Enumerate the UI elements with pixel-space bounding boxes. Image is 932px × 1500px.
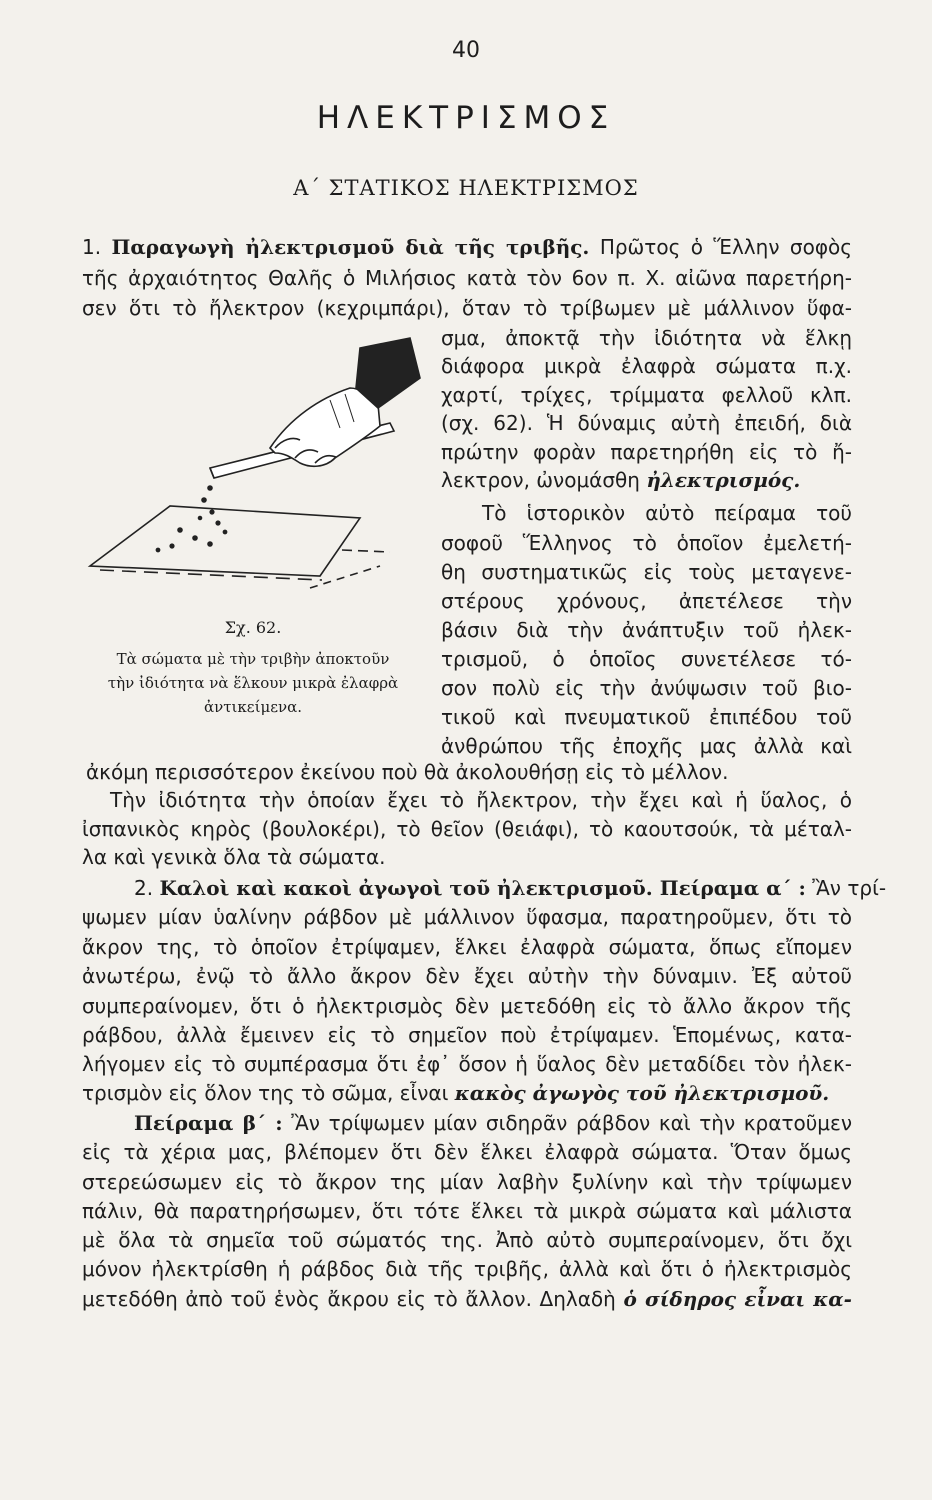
body-text: λεκτρον, ὠνομάσθη [441,468,640,492]
section2-first-line-rest: Ἂν τρί- [812,876,887,900]
section2-number: 2. [134,876,154,900]
section2-heading: Καλοὶ καὶ κακοὶ ἀγωγοὶ τοῦ ἠλεκτρισμοῦ. Πείραμα α΄ : [159,876,806,900]
body-line: ράβδου, ἀλλὰ ἔμεινεν εἰς τὸ σημεῖον ποὺ ἐτρίψαμεν. Ἑπομένως, κατα- [82,1023,852,1047]
section1-first-line [82,234,852,260]
figure-label: Σχ. 62. [224,618,282,637]
body-line-with-emphasis [441,467,852,493]
section2-first-line [134,875,887,901]
body-line: μόνον ἠλεκτρίσθη ἡ ράβδος διὰ τῆς τριβῆς, ἀλλὰ καὶ ὅτι ὁ ἠλεκτρισμὸς [82,1257,852,1281]
body-line: (σχ. 62). Ἡ δύναμις αὐτὴ ἐπειδή, διὰ [441,411,852,435]
body-line: τρισμοῦ, ὁ ὁποῖος συνετέλεσε τό- [441,647,852,671]
body-line: ἰσπανικὸς κηρὸς (βουλοκέρι), τὸ θεῖον (θειάφι), τὸ καουτσούκ, τὰ μέταλ- [82,817,852,841]
body-line: Τὸ ἱστορικὸν αὐτὸ πείραμα τοῦ [482,501,852,525]
body-line: πάλιν, θὰ παρατηρήσωμεν, ὅτι τότε ἕλκει τὰ μικρὰ σώματα καὶ μάλιστα [82,1199,852,1223]
body-line: τικοῦ καὶ πνευματικοῦ ἐπιπέδου τοῦ [441,705,852,729]
body-line: τῆς ἀρχαιότητος Θαλῆς ὁ Μιλήσιος κατὰ τὸν 6ον π. Χ. αἰῶνα παρετήρη- [82,266,852,290]
body-line: πρώτην φορὰν παρετηρήθη εἰς τὸ ἤ- [441,440,852,464]
body-line: χαρτί, τρίχες, τρίμματα φελλοῦ κλπ. [441,383,852,407]
body-line: ἄκρον της, τὸ ὁποῖον ἐτρίψαμεν, ἕλκει ἐλαφρὰ σώματα, ὅπως εἴπομεν [82,935,852,959]
section1-first-line-rest: Πρῶτος ὁ Ἕλλην σοφὸς [599,235,852,259]
sleeve [356,338,420,408]
chapter-title: ΗΛΕΚΤΡΙΣΜΟΣ [316,100,616,136]
body-line: σεν ὅτι τὸ ἤλεκτρον (κεχριμπάρι), ὅταν τὸ τρίβωμεν μὲ μάλλινον ὕφα- [82,296,852,320]
paper-sheet [90,506,360,576]
emphasis-term: ὁ σίδηρος εἶναι κα- [623,1287,852,1311]
body-line: σμα, ἀποκτᾷ τὴν ἰδιότητα νὰ ἕλκῃ [441,326,852,350]
figure-caption-line: Τὰ σώματα μὲ τὴν τριβὴν ἀποκτοῦν [116,650,390,668]
body-line: μὲ ὅλα τὰ σημεῖα τοῦ σώματός της. Ἀπὸ αὐτὸ συμπεραίνομεν, ὅτι ὄχι [82,1228,852,1252]
emphasis-term: ἠλεκτρισμός. [646,468,801,492]
figure-62-illustration [60,318,430,618]
body-line: σοφοῦ Ἕλληνος τὸ ὁποῖον ἐμελετή- [441,531,852,555]
section1-number: 1. [82,235,102,259]
body-line: συμπεραίνομεν, ὅτι ὁ ἠλεκτρισμὸς δὲν μετεδόθη εἰς τὸ ἄλλο ἄκρον τῆς [82,994,852,1018]
emphasis-term: κακὸς ἀγωγὸς τοῦ ἠλεκτρισμοῦ. [454,1081,830,1105]
body-line: στερεώσωμεν εἰς τὸ ἄκρον της μίαν λαβὴν ξυλίνην καὶ τὴν τρίψωμεν [82,1170,852,1194]
body-line: σον πολὺ εἰς τὴν ἀνύψωσιν τοῦ βιο- [441,676,852,700]
body-line: ἀκόμη περισσότερον ἐκείνου ποὺ θὰ ἀκολουθήσῃ εἰς τὸ μέλλον. [86,760,729,784]
figure-caption-line: τὴν ἰδιότητα νὰ ἕλκουν μικρὰ ἐλαφρὰ [107,674,399,692]
body-line: ψωμεν μίαν ὑαλίνην ράβδον μὲ μάλλινον ὕφασμα, παρατηροῦμεν, ὅτι τὸ [82,905,852,929]
section3-first-line [134,1110,852,1136]
body-line: στέρους χρόνους, ἀπετέλεσε τὴν [441,589,852,613]
hand [270,388,380,466]
section1-heading: Παραγωγὴ ἠλεκτρισμοῦ διὰ τῆς τριβῆς. [111,235,590,259]
body-line-with-emphasis [82,1286,852,1312]
section3-heading: Πείραμα β΄ : [134,1111,283,1135]
body-line: ἀνωτέρω, ἐνῷ τὸ ἄλλο ἄκρον δὲν ἔχει αὐτὴν τὴν δύναμιν. Ἐξ αὐτοῦ [82,964,852,988]
body-line: λήγομεν εἰς τὸ συμπέρασμα ὅτι ἐφ᾽ ὅσον ἡ ὕαλος δὲν μεταδίδει τὸν ἠλεκ- [82,1052,852,1076]
body-text: τρισμὸν εἰς ὅλον της τὸ σῶμα, εἶναι [82,1081,449,1105]
body-line: βάσιν διὰ τὴν ἀνάπτυξιν τοῦ ἠλεκ- [441,618,852,642]
body-line: Τὴν ἰδιότητα τὴν ὁποίαν ἔχει τὸ ἤλεκτρον, τὴν ἔχει καὶ ἡ ὕαλος, ὁ [110,788,852,812]
body-line: λα καὶ γενικὰ ὅλα τὰ σώματα. [82,845,386,869]
body-line: θη συστηματικῶς εἰς τοὺς μεταγενε- [441,560,852,584]
figure-caption-line: ἀντικείμενα. [204,698,302,716]
body-text: μετεδόθη ἀπὸ τοῦ ἑνὸς ἄκρου εἰς τὸ ἄλλον. Δηλαδὴ [82,1287,616,1311]
chapter-subtitle: Α΄ ΣΤΑΤΙΚΟΣ ΗΛΕΚΤΡΙΣΜΟΣ [293,176,639,200]
body-line: διάφορα μικρὰ ἐλαφρὰ σώματα π.χ. [441,354,852,378]
body-line-with-emphasis [82,1080,852,1106]
page-number: 40 [452,38,480,63]
body-line: ἀνθρώπου τῆς ἐποχῆς μας ἀλλὰ καὶ [441,734,852,758]
section3-first-line-rest: Ἂν τρίψωμεν μίαν σιδηρᾶν ράβδον καὶ τὴν κρατοῦμεν [291,1111,852,1135]
body-line: εἰς τὰ χέρια μας, βλέπομεν ὅτι δὲν ἕλκει ἐλαφρὰ σώματα. Ὅταν ὅμως [82,1140,852,1164]
